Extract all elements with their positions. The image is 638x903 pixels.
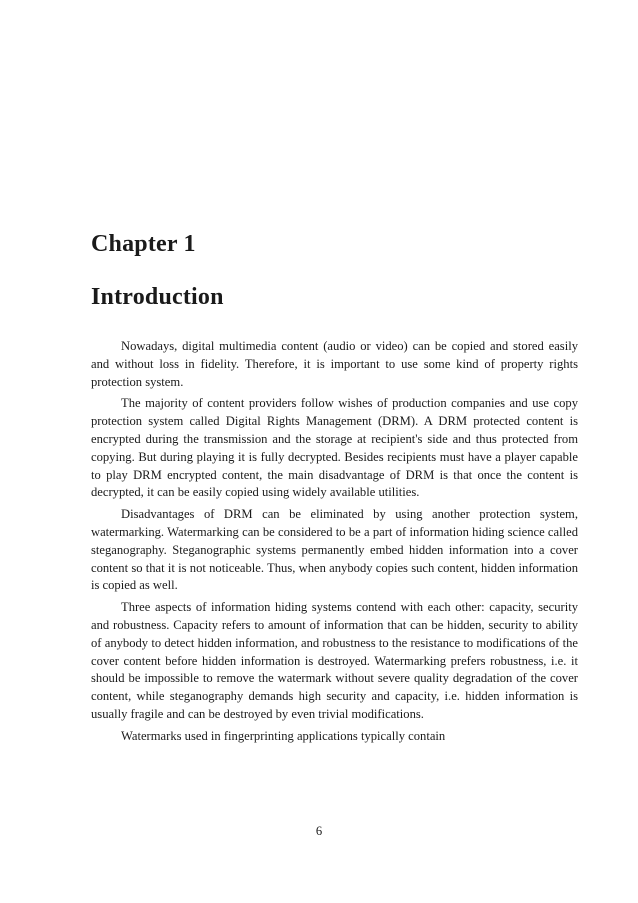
paragraph-3: Disadvantages of DRM can be eliminated by using another protection system, watermarking. Watermarking can be considered to be a part of information hiding science called steganography. Steganographic systems permanently embed hidden information into a cover content so that it is not noticeable. Thus, when anybody copies such content, hidden information is copied as well.: [91, 507, 578, 593]
paragraph-2: The majority of content providers follow wishes of production companies and use copy protection system called Digital Rights Management (DRM). A DRM protected content is encrypted during the transmission and the storage at recipient's side and thus protected from copying. But during playing it is fully decrypted. Besides recipients must have a player capable to play DRM encrypted content, the main disadvantage of DRM is that once the content is decrypted, it can be easily copied using widely available utilities.: [91, 396, 578, 500]
page-number: 6: [315, 824, 323, 838]
paragraph-4: Three aspects of information hiding systems contend with each other: capacity, security and robustness. Capacity refers to amount of information that can be hidden, security to ability of anybody to detect hidden information, and robustness to the resistance to modifications of the cover content before hidden information is destroyed. Watermarking prefers robustness, i.e. it should be impossible to remove the watermark without severe quality degradation of the cover content, while steganography demands high security and capacity, i.e. hidden information is usually fragile and can be destroyed by even trivial modifications.: [91, 600, 578, 721]
paragraph-1: Nowadays, digital multimedia content (audio or video) can be copied and stored easily and without loss in fidelity. Therefore, it is important to use some kind of property rights protection system.: [91, 339, 578, 389]
chapter-label: Chapter 1: [91, 231, 196, 257]
chapter-title: Introduction: [91, 284, 224, 310]
body-text: [91, 338, 578, 750]
paragraph-5: Watermarks used in fingerprinting applications typically contain: [121, 728, 446, 743]
